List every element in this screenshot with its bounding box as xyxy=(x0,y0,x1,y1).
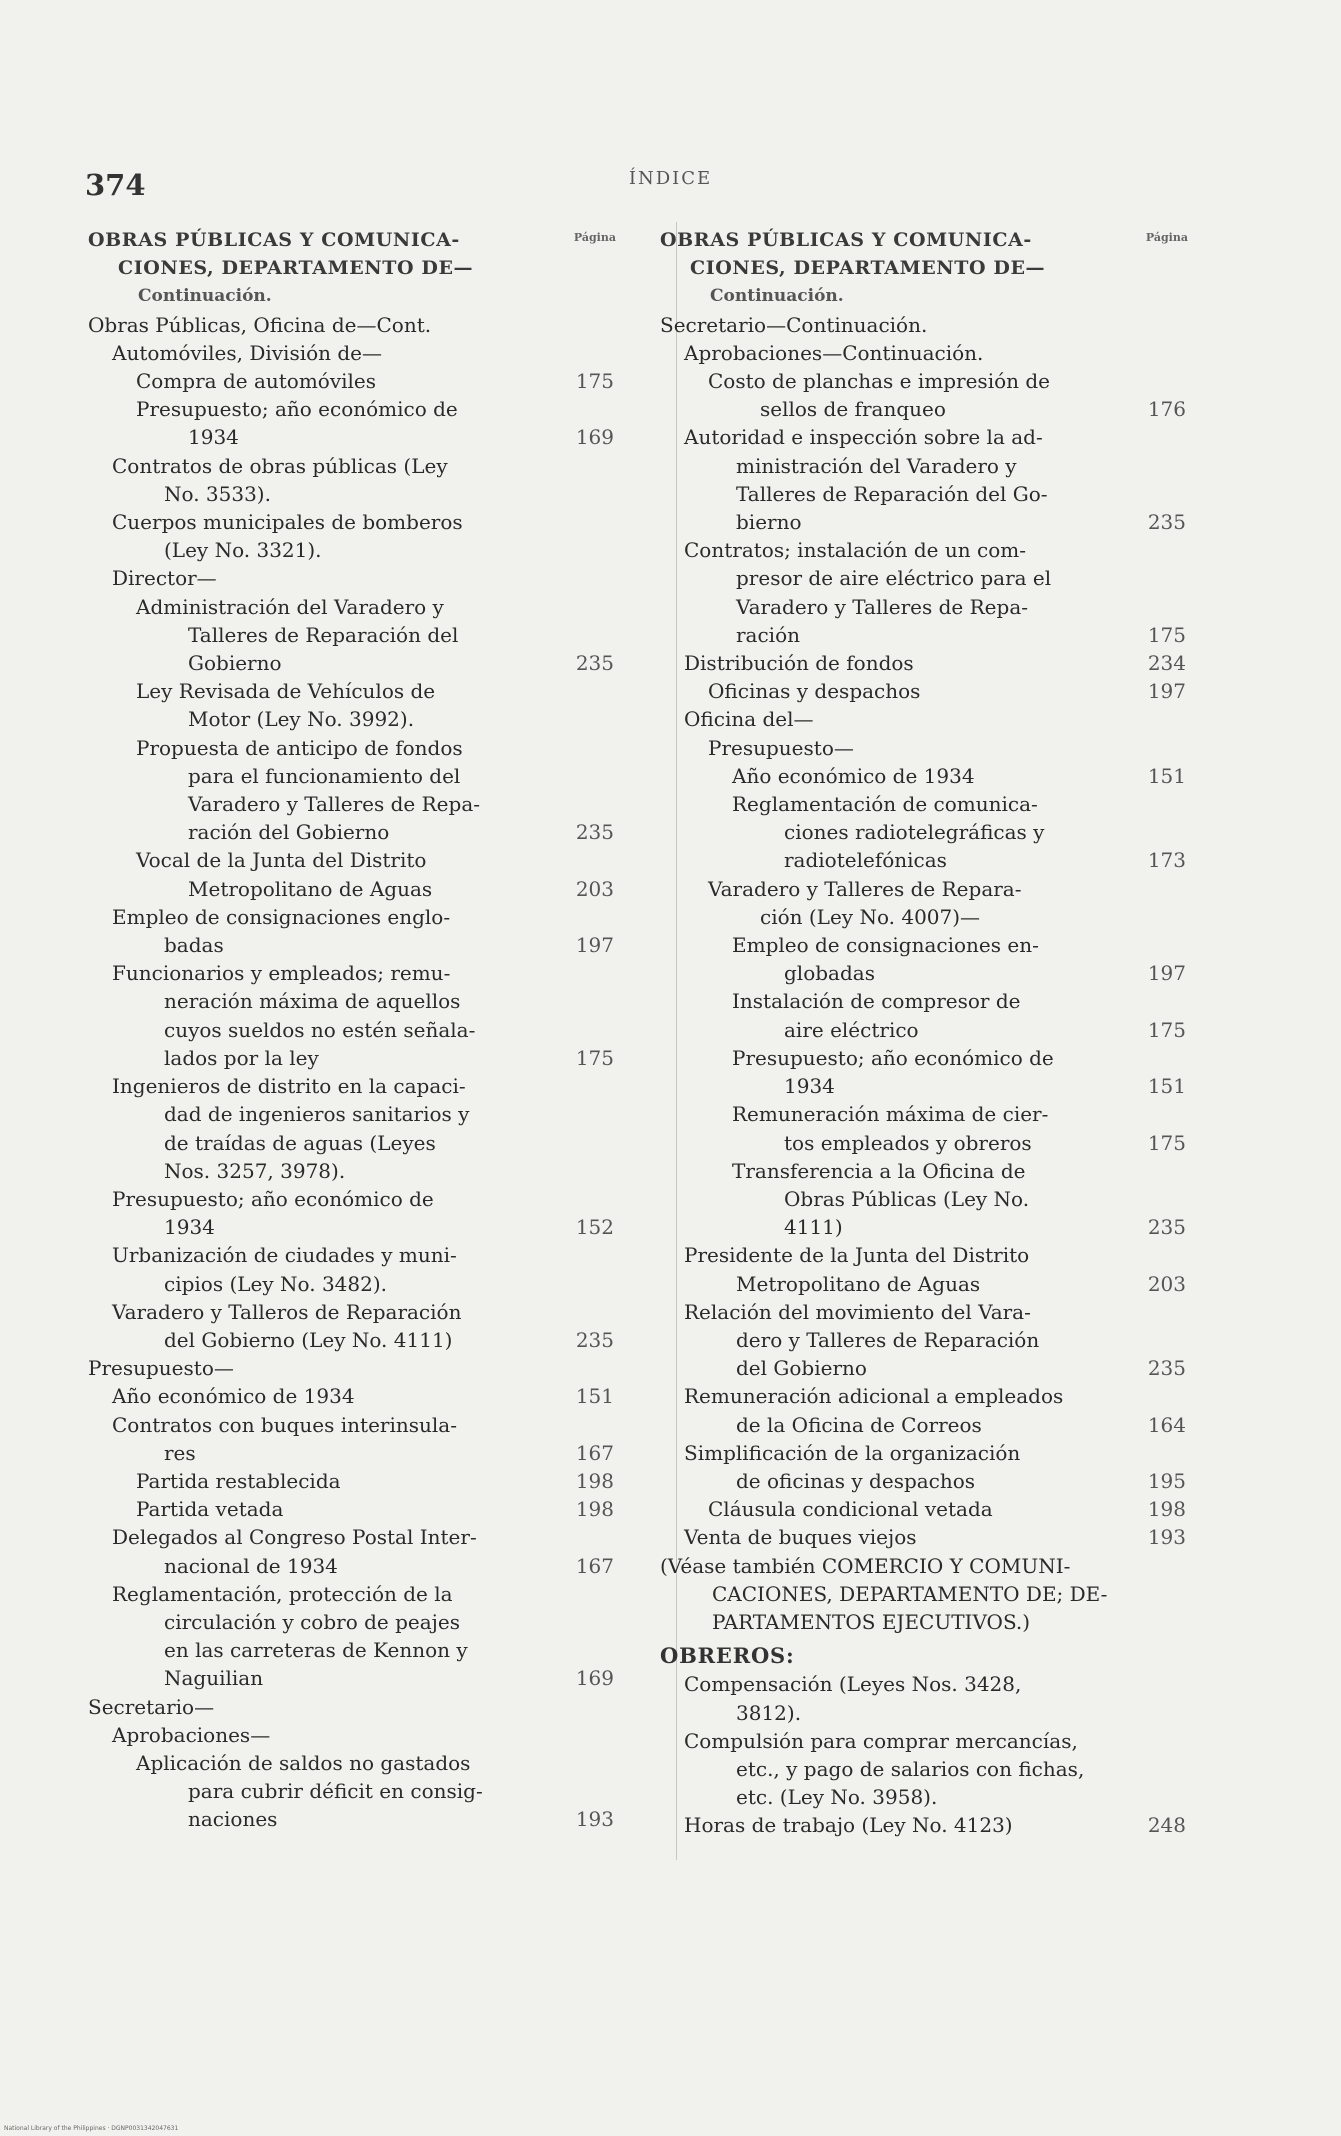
entry-line: Empleo de consignaciones en- xyxy=(732,933,1039,958)
index-entry xyxy=(88,1467,614,1495)
entry-line: Urbanización de ciudades y muni- xyxy=(112,1243,457,1268)
entry-line: (Ley No. 3321). xyxy=(164,538,322,563)
index-entry xyxy=(88,959,614,1072)
entry-line: Metropolitano de Aguas xyxy=(736,1271,981,1296)
entry-line: Obras Públicas, Oficina de—Cont. xyxy=(88,312,432,337)
entry-line: Gobierno xyxy=(188,651,282,676)
index-entry xyxy=(660,536,1186,649)
entry-page-number: 203 xyxy=(575,876,614,901)
index-entry xyxy=(88,311,614,339)
entry-line: Director— xyxy=(112,566,217,591)
entry-line: Presupuesto— xyxy=(88,1356,234,1381)
entry-line: bierno xyxy=(736,510,802,535)
index-entry xyxy=(660,987,1186,1043)
index-entry xyxy=(88,846,614,902)
entry-page-number: 235 xyxy=(1147,510,1186,535)
entry-line: Presupuesto— xyxy=(708,735,854,760)
entry-page-number: 193 xyxy=(1147,1525,1186,1550)
entry-page-number: 151 xyxy=(575,1384,614,1409)
entry-page-number: 198 xyxy=(575,1468,614,1493)
entry-line: etc. (Ley No. 3958). xyxy=(736,1785,938,1810)
entry-line: ración del Gobierno xyxy=(188,820,390,845)
entry-line: de oficinas y despachos xyxy=(736,1468,976,1493)
index-entry xyxy=(88,1354,614,1382)
index-entry xyxy=(88,1411,614,1467)
entry-line: Varadero y Talleres de Repa- xyxy=(736,594,1029,619)
entry-line: Partida vetada xyxy=(136,1497,284,1522)
scan-credit: National Library of the Philippines · DGNP0031342047631 xyxy=(4,2125,179,2132)
entry-line: Secretario—Continuación. xyxy=(660,312,928,337)
entry-line: Presupuesto; año económico de xyxy=(136,397,458,422)
index-entry xyxy=(88,734,614,847)
index-entry xyxy=(660,1241,1186,1297)
index-entry xyxy=(88,677,614,733)
entry-page-number: 167 xyxy=(575,1440,614,1465)
left-entry-list xyxy=(88,311,614,1834)
entry-line: dero y Talleres de Reparación xyxy=(736,1327,1040,1352)
entry-line: aire eléctrico xyxy=(784,1017,919,1042)
index-entry xyxy=(88,1693,614,1721)
entry-line: cuyos sueldos no estén señala- xyxy=(164,1017,476,1042)
obreros-entry-list xyxy=(660,1670,1186,1839)
entry-line: ciones radiotelegráficas y xyxy=(784,820,1045,845)
entry-page-number: 197 xyxy=(575,933,614,958)
entry-page-number: 173 xyxy=(1147,848,1186,873)
entry-line: Venta de buques viejos xyxy=(684,1525,917,1550)
index-entry xyxy=(88,1241,614,1297)
entry-line: de la Oficina de Correos xyxy=(736,1412,982,1437)
index-entry xyxy=(660,423,1186,536)
entry-page-number: 195 xyxy=(1147,1468,1186,1493)
entry-page-number: 235 xyxy=(1147,1215,1186,1240)
entry-page-number: 198 xyxy=(575,1497,614,1522)
entry-line: Compensación (Leyes Nos. 3428, xyxy=(684,1672,1022,1697)
entry-page-number: 235 xyxy=(1147,1356,1186,1381)
left-column xyxy=(88,226,614,1834)
entry-line: Motor (Ley No. 3992). xyxy=(188,707,415,732)
index-entry xyxy=(88,1298,614,1354)
index-entry xyxy=(660,1044,1186,1100)
entry-page-number: 151 xyxy=(1147,763,1186,788)
entry-page-number: 198 xyxy=(1147,1497,1186,1522)
index-entry xyxy=(88,367,614,395)
entry-line: Varadero y Talleros de Reparación xyxy=(112,1299,462,1324)
index-entry xyxy=(660,1811,1186,1839)
entry-line: Remuneración máxima de cier- xyxy=(732,1102,1049,1127)
entry-line: Reglamentación de comunica- xyxy=(732,792,1038,817)
continuation-label: Continuación. xyxy=(710,286,844,307)
right-entry-list xyxy=(660,311,1186,1637)
entry-line: Año económico de 1934 xyxy=(112,1384,355,1409)
index-entry xyxy=(660,1523,1186,1551)
entry-line: Remuneración adicional a empleados xyxy=(684,1384,1064,1409)
entry-line: No. 3533). xyxy=(164,481,271,506)
entry-line: Compra de automóviles xyxy=(136,369,377,394)
continuation-label: Continuación. xyxy=(138,286,272,307)
running-head: ÍNDICE xyxy=(628,168,713,189)
entry-line: Varadero y Talleres de Repara- xyxy=(708,876,1022,901)
entry-line: badas xyxy=(164,933,224,958)
entry-line: Oficinas y despachos xyxy=(708,679,921,704)
index-entry xyxy=(660,1727,1186,1812)
entry-line: Metropolitano de Aguas xyxy=(188,876,433,901)
entry-line: Compulsión para comprar mercancías, xyxy=(684,1728,1078,1753)
index-entry xyxy=(88,1580,614,1693)
entry-line: Cuerpos municipales de bomberos xyxy=(112,510,463,535)
entry-page-number: 164 xyxy=(1147,1412,1186,1437)
entry-page-number: 169 xyxy=(575,1666,614,1691)
entry-page-number: 235 xyxy=(575,651,614,676)
entry-line: Contratos; instalación de un com- xyxy=(684,538,1026,563)
index-entry xyxy=(660,1157,1186,1242)
index-entry xyxy=(660,762,1186,790)
entry-line: Propuesta de anticipo de fondos xyxy=(136,735,463,760)
entry-page-number: 176 xyxy=(1147,397,1186,422)
entry-page-number: 151 xyxy=(1147,1074,1186,1099)
entry-line: naciones xyxy=(188,1807,278,1832)
entry-line: Presidente de la Junta del Distrito xyxy=(684,1243,1030,1268)
index-entry xyxy=(88,1721,614,1749)
entry-page-number: 175 xyxy=(575,369,614,394)
index-entry xyxy=(88,395,614,451)
entry-line: Secretario— xyxy=(88,1694,215,1719)
entry-page-number: 248 xyxy=(1147,1813,1186,1838)
entry-page-number: 175 xyxy=(575,1045,614,1070)
index-entry xyxy=(660,1670,1186,1726)
index-entry xyxy=(660,1382,1186,1438)
index-entry xyxy=(660,1439,1186,1495)
index-entry xyxy=(660,311,1186,339)
entry-page-number: 152 xyxy=(575,1215,614,1240)
index-entry xyxy=(88,1523,614,1579)
entry-line: tos empleados y obreros xyxy=(784,1130,1032,1155)
right-column-heading xyxy=(660,226,1186,282)
entry-line: ministración del Varadero y xyxy=(736,453,1017,478)
entry-page-number: 197 xyxy=(1147,679,1186,704)
index-entry xyxy=(660,367,1186,423)
entry-page-number: 169 xyxy=(575,425,614,450)
entry-line: nacional de 1934 xyxy=(164,1553,338,1578)
index-entry xyxy=(88,339,614,367)
entry-page-number: 175 xyxy=(1147,1130,1186,1155)
entry-page-number: 234 xyxy=(1147,651,1186,676)
entry-line: del Gobierno (Ley No. 4111) xyxy=(164,1327,453,1352)
section-heading-obreros: OBREROS: xyxy=(660,1643,795,1669)
entry-line: Presupuesto; año económico de xyxy=(732,1045,1054,1070)
entry-line: 1934 xyxy=(188,425,239,450)
index-entry xyxy=(88,508,614,564)
entry-line: Aprobaciones—Continuación. xyxy=(684,340,984,365)
heading-line-1: OBRAS PÚBLICAS Y COMUNICA- xyxy=(88,229,460,251)
entry-page-number: 167 xyxy=(575,1553,614,1578)
index-entry xyxy=(660,1552,1186,1637)
entry-line: etc., y pago de salarios con fichas, xyxy=(736,1756,1085,1781)
entry-line: presor de aire eléctrico para el xyxy=(736,566,1052,591)
entry-page-number: 235 xyxy=(575,1327,614,1352)
entry-line: circulación y cobro de peajes xyxy=(164,1609,460,1634)
index-entry xyxy=(88,1382,614,1410)
pagina-label: Página xyxy=(573,231,616,244)
index-entry xyxy=(88,452,614,508)
entry-line: lados por la ley xyxy=(164,1045,319,1070)
entry-line: PARTAMENTOS EJECUTIVOS.) xyxy=(712,1609,1031,1634)
entry-line: Naguilian xyxy=(164,1666,264,1691)
entry-page-number: 197 xyxy=(1147,961,1186,986)
entry-line: Talleres de Reparación del Go- xyxy=(736,481,1048,506)
index-entry xyxy=(660,339,1186,367)
entry-line: Nos. 3257, 3978). xyxy=(164,1158,346,1183)
entry-line: Contratos con buques interinsula- xyxy=(112,1412,457,1437)
index-entry xyxy=(660,734,1186,762)
entry-line: 1934 xyxy=(164,1215,215,1240)
entry-line: CACIONES, DEPARTAMENTO DE; DE- xyxy=(712,1581,1108,1606)
entry-line: Varadero y Talleres de Repa- xyxy=(188,792,481,817)
index-entry xyxy=(660,790,1186,875)
entry-page-number: 235 xyxy=(575,820,614,845)
left-column-heading xyxy=(88,226,614,282)
entry-line: neración máxima de aquellos xyxy=(164,989,461,1014)
entry-line: Delegados al Congreso Postal Inter- xyxy=(112,1525,477,1550)
entry-line: Oficina del— xyxy=(684,707,814,732)
entry-line: Simplificación de la organización xyxy=(684,1440,1021,1465)
entry-line: Administración del Varadero y xyxy=(136,594,444,619)
entry-page-number: 175 xyxy=(1147,622,1186,647)
entry-line: Aprobaciones— xyxy=(112,1722,271,1747)
entry-line: Costo de planchas e impresión de xyxy=(708,369,1051,394)
heading-line-1: OBRAS PÚBLICAS Y COMUNICA- xyxy=(660,229,1032,251)
index-entry xyxy=(660,1100,1186,1156)
index-entry xyxy=(660,1298,1186,1383)
entry-line: Partida restablecida xyxy=(136,1468,341,1493)
entry-line: Empleo de consignaciones englo- xyxy=(112,904,451,929)
entry-page-number: 175 xyxy=(1147,1017,1186,1042)
entry-line: Distribución de fondos xyxy=(684,651,914,676)
entry-line: Vocal de la Junta del Distrito xyxy=(136,848,427,873)
index-entry xyxy=(88,903,614,959)
heading-line-2: CIONES, DEPARTAMENTO DE— xyxy=(690,257,1046,280)
entry-line: del Gobierno xyxy=(736,1356,867,1381)
entry-line: Transferencia a la Oficina de xyxy=(732,1158,1026,1183)
entry-line: globadas xyxy=(784,961,875,986)
entry-line: 3812). xyxy=(736,1700,802,1725)
index-entry xyxy=(660,705,1186,733)
entry-line: para cubrir déficit en consig- xyxy=(188,1779,483,1804)
index-entry xyxy=(660,931,1186,987)
entry-line: en las carreteras de Kennon y xyxy=(164,1638,468,1663)
entry-line: dad de ingenieros sanitarios y xyxy=(164,1102,470,1127)
index-entry xyxy=(88,564,614,592)
entry-line: Funcionarios y empleados; remu- xyxy=(112,961,451,986)
entry-line: Autoridad e inspección sobre la ad- xyxy=(684,425,1043,450)
index-entry xyxy=(88,593,614,678)
entry-line: Automóviles, División de— xyxy=(112,340,383,365)
page-number: 374 xyxy=(85,168,146,202)
entry-line: res xyxy=(164,1440,196,1465)
entry-line: Horas de trabajo (Ley No. 4123) xyxy=(684,1813,1013,1838)
entry-line: para el funcionamiento del xyxy=(188,763,461,788)
entry-line: Presupuesto; año económico de xyxy=(112,1186,434,1211)
entry-line: cipios (Ley No. 3482). xyxy=(164,1271,387,1296)
index-entry xyxy=(660,1495,1186,1523)
index-entry xyxy=(660,649,1186,677)
entry-line: Relación del movimiento del Vara- xyxy=(684,1299,1031,1324)
entry-line: Ley Revisada de Vehículos de xyxy=(136,679,436,704)
heading-line-2: CIONES, DEPARTAMENTO DE— xyxy=(118,257,474,280)
entry-line: (Véase también COMERCIO Y COMUNI- xyxy=(660,1553,1071,1578)
entry-page-number: 193 xyxy=(575,1807,614,1832)
entry-line: Año económico de 1934 xyxy=(732,763,975,788)
entry-line: ción (Ley No. 4007)— xyxy=(760,904,981,929)
entry-line: Talleres de Reparación del xyxy=(188,622,459,647)
entry-line: sellos de franqueo xyxy=(760,397,946,422)
index-entry xyxy=(88,1185,614,1241)
entry-line: 1934 xyxy=(784,1074,835,1099)
entry-line: Aplicación de saldos no gastados xyxy=(136,1750,471,1775)
index-entry xyxy=(660,677,1186,705)
entry-line: 4111) xyxy=(784,1215,843,1240)
index-entry xyxy=(88,1072,614,1185)
entry-line: Ingenieros de distrito en la capaci- xyxy=(112,1074,466,1099)
entry-line: de traídas de aguas (Leyes xyxy=(164,1130,436,1155)
index-entry xyxy=(88,1749,614,1834)
entry-line: Reglamentación, protección de la xyxy=(112,1581,453,1606)
entry-line: Cláusula condicional vetada xyxy=(708,1497,993,1522)
index-entry xyxy=(88,1495,614,1523)
entry-line: ración xyxy=(736,622,801,647)
entry-line: Obras Públicas (Ley No. xyxy=(784,1186,1030,1211)
entry-line: radiotelefónicas xyxy=(784,848,947,873)
pagina-label: Página xyxy=(1145,231,1188,244)
right-column xyxy=(660,226,1186,1840)
entry-page-number: 203 xyxy=(1147,1271,1186,1296)
entry-line: Instalación de compresor de xyxy=(732,989,1021,1014)
index-entry xyxy=(660,875,1186,931)
entry-line: Contratos de obras públicas (Ley xyxy=(112,453,448,478)
